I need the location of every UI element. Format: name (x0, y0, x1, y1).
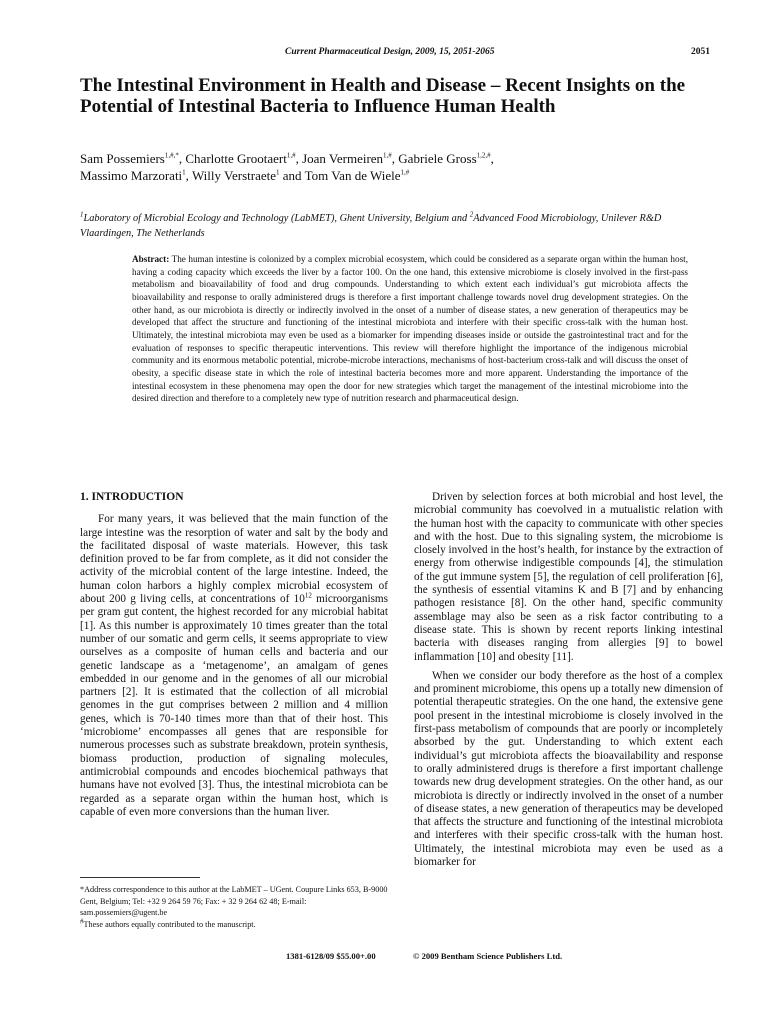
abstract-label: Abstract: (132, 254, 170, 264)
paragraph-text: For many years, it was believed that the main function of the large intestine was the resorption of water and salt by the body and the facilitated disposal of waste materials. However, this task definition proved to be far from complete, as it did not consider the activity of the microbial content of the large intestine. Indeed, the human colon harbors a highly complex microbial ecosystem of about 200 g living cells, at concentrations of 10 (80, 513, 388, 606)
author-affiliation-mark: 1,# (383, 151, 392, 160)
article-title: The Intestinal Environment in Health and Disease – Recent Insights on the Potential of Intestinal Bacteria to Influence Human Health (80, 75, 686, 117)
author-name: Charlotte Grootaert (185, 151, 287, 166)
author-name: Gabriele Gross (398, 151, 477, 166)
body-paragraph (80, 513, 388, 819)
author-affiliation-mark: 1,#,* (164, 151, 179, 160)
author-list: Sam Possemiers$^{1,\#,*}$, Charlotte Grootaert$^{1,\#}$, Joan Vermeiren$^{1,\#}$, Gabriele Gross$^{1,2,\#}$, Massimo Marzorati$^1$, Willy Verstraete$^1$ and Tom Van de Wiele$^{1,\#}$ (80, 151, 494, 183)
author-affiliation-mark: 1,2,# (476, 151, 491, 160)
affiliation-text: Laboratory of Microbial Ecology and Technology (LabMET), Ghent University, Belgium and (83, 213, 470, 224)
equal-contribution-footnote (80, 916, 390, 931)
affiliations (80, 211, 700, 241)
right-column (414, 491, 723, 869)
footnote-text: These authors equally contributed to the manuscript. (83, 919, 256, 929)
author-name: Tom Van de Wiele (304, 168, 401, 183)
abstract (132, 253, 688, 405)
affiliation-mark: 1 (80, 210, 84, 219)
correspondence-footnote: *Address correspondence to this author at the LabMET – UGent. Coupure Links 653, B-9000 Gent, Belgium; Tel: +32 9 264 59 76; Fax: + 32 9 264 62 48; E-mail: sam.possemiers@ugent.be (80, 885, 388, 917)
running-head (80, 47, 710, 61)
exponent: 12 (304, 591, 312, 600)
page-number: 2051 (691, 47, 710, 57)
author-affiliation-mark: 1,# (400, 168, 410, 177)
author-affiliation-mark: 1 (182, 168, 186, 177)
author-name: Massimo Marzorati (80, 168, 183, 183)
affiliation-mark: 2 (469, 210, 474, 219)
paragraph-text: microorganisms per gram gut content, the highest recorded for any microbial habitat [1]. As this number is approximately 10 times greater than the total number of our somatic and germ cells, it seems appropriate to view ourselves as a composite of human cells and bacteria and our genetic landscape as a ‘metagenome’, an amalgam of genes embedded in our genome and in the genomes of all our microbial partners [2]. It is estimated that the collection of all microbial genomes in the gut comprises between 2 million and 4 million genes, which is 70-140 times more than that of their host. This ‘microbiome’ encompasses all genes that are responsible for numerous processes such as substrate breakdown, protein synthesis, biomass production, production of signaling molecules, antimicrobial compounds and encodes biochemical pathways that humans have not evolved [3]. Thus, the intestinal microbiota can be regarded as a separate organ within the human host, which is capable of even more conversions than the human liver. (80, 593, 388, 818)
section-heading: 1. INTRODUCTION (80, 491, 184, 503)
footnotes (80, 884, 390, 930)
author-affiliation-mark: 1 (276, 168, 280, 177)
affiliation-text: Advanced Food Microbiology, Unilever R&D Vlaardingen, The Netherlands (80, 213, 662, 239)
footnote-divider (80, 877, 200, 878)
journal-citation: Current Pharmaceutical Design, 2009, 15, 2051-2065 (285, 47, 495, 57)
author-name: Joan Vermeiren (302, 151, 384, 166)
footnote-mark: # (80, 916, 84, 925)
author-name: Willy Verstraete (191, 168, 277, 183)
body-paragraph: Driven by selection forces at both microbial and host level, the microbial community has coevolved in a mutualistic relation with the human host with the capacity to communicate with other species and with the host. Due to this signaling system, the microbiome is closely involved in the host’s health, for instance by the extraction of energy from otherwise indigestible compounds [4], the stimulation of the gut immune system [5], the regulation of cell proliferation [6], the synthesis of essential vitamins K and B [7] and by enhancing pathogen resistance [8]. On the other hand, specific community assemblage may also be seen as a risk factor contributing to a disease state. This is shown by recent reports linking intestinal bacteria with diseases ranging from allergies [9] to bowel inflammation [10] and obesity [11]. (414, 491, 723, 663)
issn-price: 1381-6128/09 $55.00+.00 (286, 951, 376, 961)
author-affiliation-mark: 1,# (286, 151, 296, 160)
body-paragraph: When we consider our body therefore as the host of a complex and prominent microbiome, this opens up a totally new dimension of potential therapeutic strategies. On the one hand, the extensive gene pool present in the intestinal microbiome is closely involved in the first-pass metabolism of compounds that are poorly or incompletely absorbed by the gut. Understanding to which extent each individual’s gut microbiota affects the bioavailability and response to orally administered drugs is therefore a first important challenge towards new drug development strategies. On the other hand, as our microbiota is directly or indirectly involved in the onset of a number of disease states, a new generation of therapeutics may be developed that affects the structure and functioning of the intestinal microbiota and interferes with their specific cross-talk with the human host. Ultimately, the intestinal microbiota may even be used as a biomarker for (414, 669, 723, 869)
author-name: Sam Possemiers (80, 151, 165, 166)
copyright: © 2009 Bentham Science Publishers Ltd. (413, 951, 563, 961)
abstract-text: The human intestine is colonized by a complex microbial ecosystem, which could be considered as a separate organ within the human host, having a coding capacity which exceeds the liver by a factor 100. On the one hand, this extensive microbiome is closely involved in the first-pass metabolism and bioavailability of food and drug compounds. Understanding to which extent each individual’s gut microbiota affects the bioavailability and response to orally administered drugs is therefore a first important challenge towards novel drug development strategies. On the other hand, as our microbiota is directly or indirectly involved in the onset of a number of disease states, a new generation of therapeutics may be developed that affect the structure and functioning of the intestinal microbiota and interfere with their specific cross-talk with the human host. Ultimately, the intestinal microbiota may even be used as a biomarker for impending diseases inside or outside the gastrointestinal tract and for the evaluation of responses to specific therapeutic interventions. This review will therefore highlight the importance of the indigenous microbial community and its enormous metabolic potential, microbe-microbe interactions, mechanisms of host-bacterium cross-talk and will discuss the onset of obesity, a specific disease state in which the role of intestinal bacteria becomes more and more apparent. Understanding the importance of the intestinal ecosystem in these phenomena may open the door for new strategies which target the management of the intestinal microbiome into the desired direction and therefore to a completely new type of nutrition research and pharmaceutical design. (132, 254, 688, 404)
left-column (80, 491, 388, 819)
